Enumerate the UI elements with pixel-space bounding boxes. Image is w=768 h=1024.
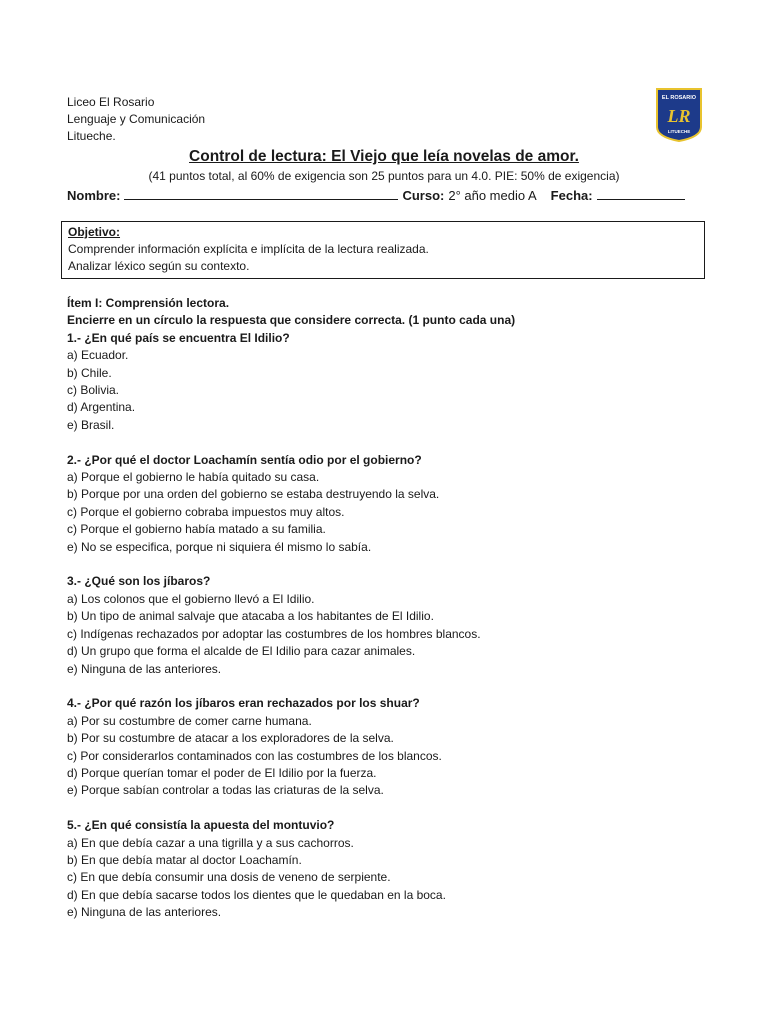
answer-option[interactable]: c) Indígenas rechazados por adoptar las costumbres de los hombres blancos. <box>67 626 481 641</box>
answer-option[interactable]: e) Ninguna de las anteriores. <box>67 905 222 920</box>
answer-option[interactable]: c) Bolivia. <box>67 383 120 398</box>
item-instruction: Encierre en un círculo la respuesta que considere correcta. (1 punto cada una) <box>67 313 516 328</box>
answer-option[interactable]: d) Un grupo que forma el alcalde de El Idilio para cazar animales. <box>67 644 416 659</box>
answer-option[interactable]: c) En que debía consumir una dosis de veneno de serpiente. <box>67 870 391 885</box>
nombre-field[interactable] <box>124 187 398 200</box>
nombre-label: Nombre: <box>67 188 121 203</box>
answer-option[interactable]: d) Porque querían tomar el poder de El Idilio por la fuerza. <box>67 765 377 780</box>
answer-option[interactable]: d) Argentina. <box>67 400 136 415</box>
answer-option[interactable]: a) Los colonos que el gobierno llevó a El Idilio. <box>67 591 315 606</box>
school-crest-icon <box>655 87 703 143</box>
question-text: 3.- ¿Qué son los jíbaros? <box>67 574 211 589</box>
svg-text:LITUECHE: LITUECHE <box>667 129 691 134</box>
objective-line: Analizar léxico según su contexto. <box>68 259 250 273</box>
question-text: 5.- ¿En qué consistía la apuesta del montuvio? <box>67 818 335 833</box>
question-text: 1.- ¿En qué país se encuentra El Idilio? <box>67 330 290 345</box>
answer-option[interactable]: a) En que debía cazar a una tigrilla y a sus cachorros. <box>67 835 354 850</box>
answer-option[interactable]: e) No se especifica, porque ni siquiera él mismo lo sabía. <box>67 539 372 554</box>
subject-name: Lenguaje y Comunicación <box>67 112 206 126</box>
answer-option[interactable]: a) Ecuador. <box>67 348 129 363</box>
answer-option[interactable]: c) Por considerarlos contaminados con las costumbres de los blancos. <box>67 748 442 763</box>
objective-box <box>61 221 705 279</box>
answer-option[interactable]: b) En que debía matar al doctor Loachamín. <box>67 852 302 867</box>
answer-option[interactable]: a) Porque el gobierno le había quitado su casa. <box>67 470 320 485</box>
fecha-label: Fecha: <box>550 188 593 203</box>
fecha-field[interactable] <box>597 187 685 200</box>
answer-option[interactable]: e) Porque sabían controlar a todas las criaturas de la selva. <box>67 783 384 798</box>
answer-option[interactable]: b) Un tipo de animal salvaje que atacaba a los habitantes de El Idilio. <box>67 609 434 624</box>
answer-option[interactable]: d) En que debía sacarse todos los dientes que le quedaban en la boca. <box>67 887 446 902</box>
answer-option[interactable]: c) Porque el gobierno había matado a su familia. <box>67 522 326 537</box>
answer-option[interactable]: b) Porque por una orden del gobierno se estaba destruyendo la selva. <box>67 487 440 502</box>
question-text: 2.- ¿Por qué el doctor Loachamín sentía odio por el gobierno? <box>67 452 422 467</box>
questions-section <box>67 295 515 922</box>
answer-option[interactable]: a) Por su costumbre de comer carne humana. <box>67 713 312 728</box>
page-title: Control de lectura: El Viejo que leía novelas de amor. <box>189 148 579 165</box>
svg-text:LR: LR <box>667 106 691 126</box>
curso-value: 2° año medio A <box>448 188 537 203</box>
curso-label: Curso: <box>402 188 445 203</box>
school-name: Liceo El Rosario <box>67 95 155 109</box>
objective-line: Comprender información explícita e implícita de la lectura realizada. <box>68 242 429 256</box>
question-text: 4.- ¿Por qué razón los jíbaros eran rechazados por los shuar? <box>67 696 420 711</box>
answer-option[interactable]: b) Chile. <box>67 365 112 380</box>
school-info <box>67 94 205 145</box>
answer-option[interactable]: e) Brasil. <box>67 417 115 432</box>
answer-option[interactable]: c) Porque el gobierno cobraba impuestos muy altos. <box>67 504 345 519</box>
scoring-note: (41 puntos total, al 60% de exigencia son 25 puntos para un 4.0. PIE: 50% de exigencia) <box>148 169 620 183</box>
school-location: Litueche. <box>67 129 116 143</box>
student-fields <box>67 187 689 203</box>
answer-option[interactable]: e) Ninguna de las anteriores. <box>67 661 222 676</box>
answer-option[interactable]: b) Por su costumbre de atacar a los exploradores de la selva. <box>67 731 394 746</box>
svg-text:EL ROSARIO: EL ROSARIO <box>661 95 697 101</box>
school-logo <box>655 87 703 143</box>
item-heading: Ítem I: Comprensión lectora. <box>67 296 230 310</box>
objective-title: Objetivo: <box>68 225 121 239</box>
